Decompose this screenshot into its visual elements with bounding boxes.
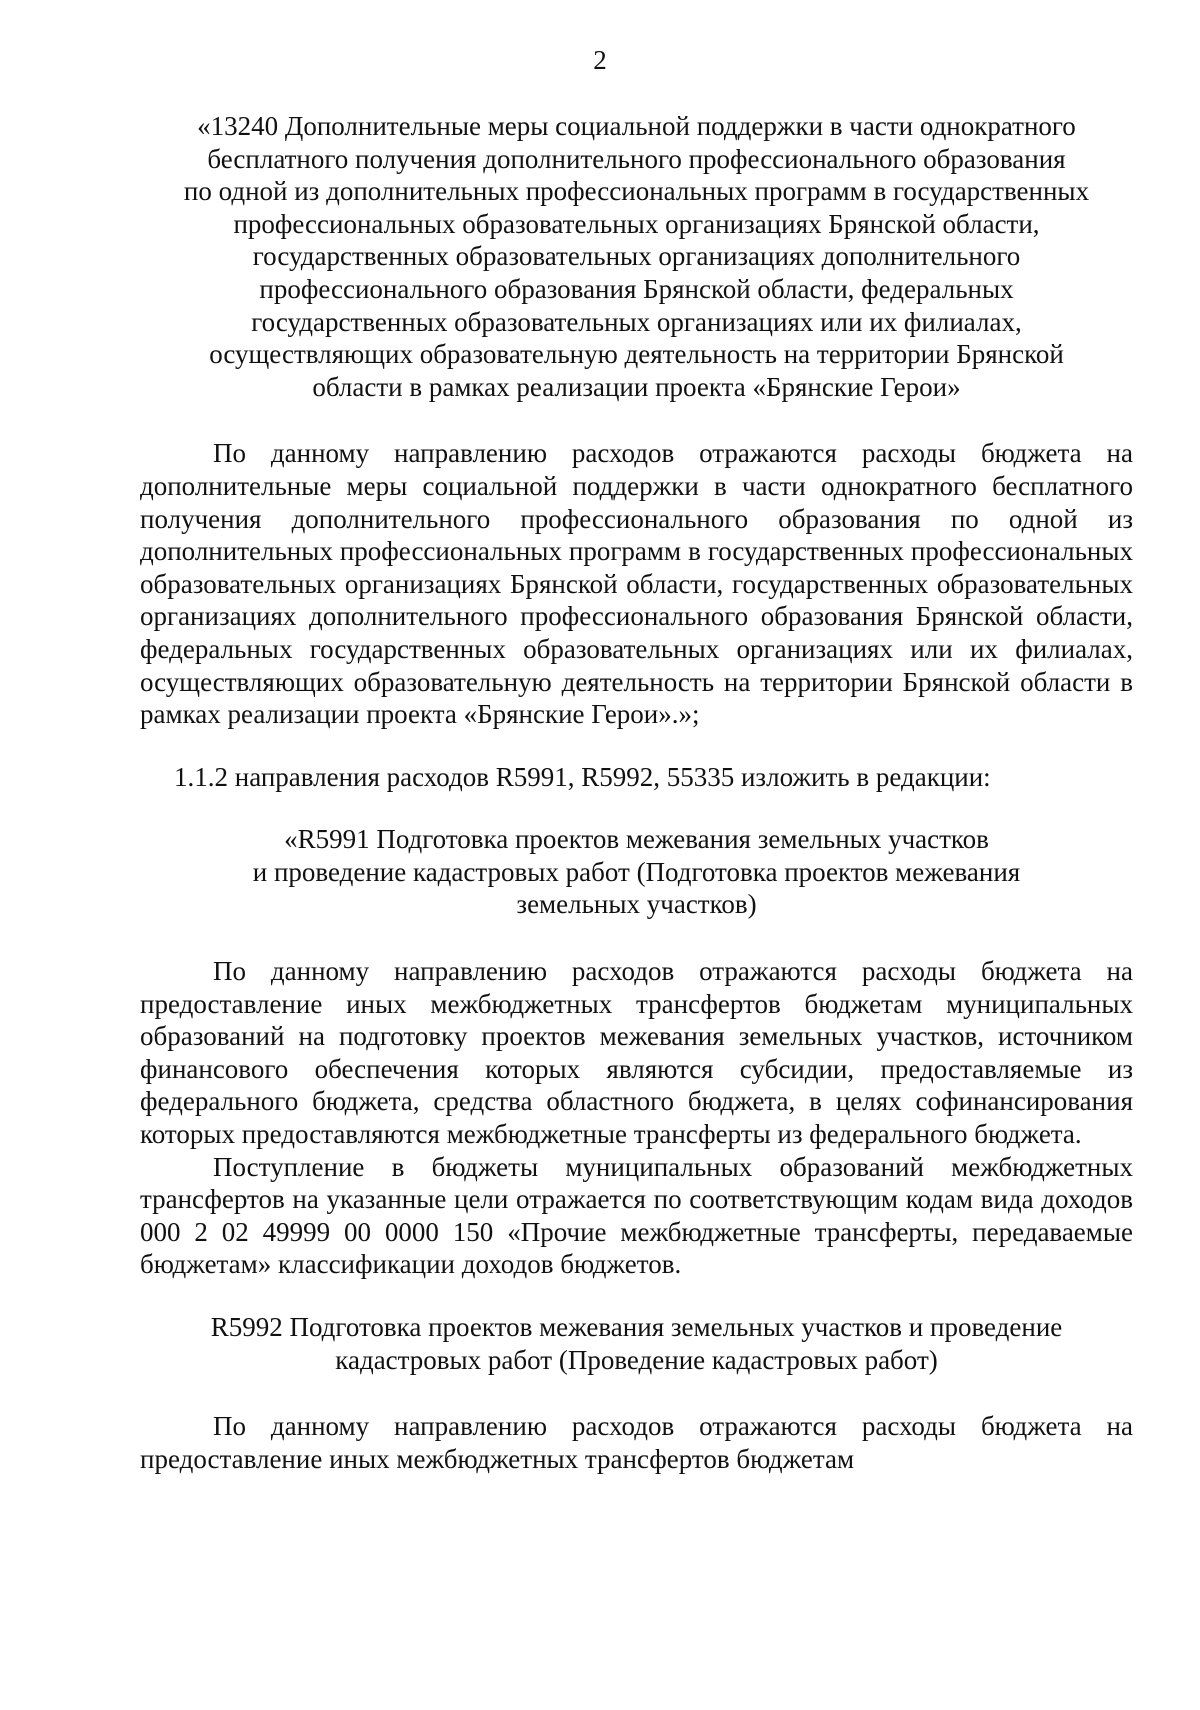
item-1-1-2: 1.1.2 направления расходов R5991, R5992, 55335 изложить в редакции: <box>174 761 991 792</box>
heading-line: профессиональных образовательных организациях Брянской области, <box>233 208 1040 239</box>
heading-line: кадастровых работ (Проведение кадастровых работ) <box>335 1344 938 1375</box>
heading-r5991 <box>140 823 1133 921</box>
heading-line: «R5991 Подготовка проектов межевания земельных участков <box>284 824 989 855</box>
paragraph-13240: По данному направлению расходов отражаются расходы бюджета на дополнительные меры социальной поддержки в части однократного бесплатного получения дополнительного профессионального образования по одной из дополнительных профессиональных программ в государственных профессиональных образовательных организациях Брянской области, государственных образовательных организациях дополнительного профессионального образования Брянской области, федеральных государственных образовательных организациях или их филиалах, осуществляющих образовательную деятельность на территории Брянской области в рамках реализации проекта «Брянские Герои».»; <box>140 438 1133 730</box>
heading-line: государственных образовательных организациях или их филиалах, <box>251 306 1022 337</box>
paragraph-r5991-1: По данному направлению расходов отражаются расходы бюджета на предоставление иных межбюджетных трансфертов бюджетам муниципальных образований на подготовку проектов межевания земельных участков, источником финансового обеспечения которых являются субсидии, предоставляемые из федерального бюджета, средства областного бюджета, в целях софинансирования которых предоставляются межбюджетные трансферты из федерального бюджета. <box>140 956 1133 1150</box>
heading-13240 <box>140 110 1133 403</box>
heading-line: осуществляющих образовательную деятельность на территории Брянской <box>209 339 1064 370</box>
heading-line: и проведение кадастровых работ (Подготовка проектов межевания <box>252 856 1021 887</box>
heading-line: земельных участков) <box>516 889 757 920</box>
paragraph-r5992: По данному направлению расходов отражаются расходы бюджета на предоставление иных межбюджетных трансфертов бюджетам <box>140 1411 1133 1474</box>
heading-line: государственных образовательных организациях дополнительного <box>252 241 1021 272</box>
document-body <box>140 110 1133 1475</box>
heading-line: R5992 Подготовка проектов межевания земельных участков и проведение <box>210 1312 1063 1342</box>
page-number: 2 <box>593 45 607 75</box>
heading-line: профессионального образования Брянской области, федеральных <box>259 273 1014 304</box>
heading-line: области в рамках реализации проекта «Брянские Герои» <box>312 371 961 402</box>
heading-line: «13240 Дополнительные меры социальной поддержки в части однократного <box>197 111 1076 141</box>
heading-r5992 <box>140 1311 1133 1376</box>
heading-line: бесплатного получения дополнительного профессионального образования <box>207 143 1066 174</box>
heading-line: по одной из дополнительных профессиональных программ в государственных <box>183 176 1090 207</box>
paragraph-r5991-2: Поступление в бюджеты муниципальных образований межбюджетных трансфертов на указанные цели отражается по соответствующим кодам вида доходов 000 2 02 49999 00 0000 150 «Прочие межбюджетные трансферты, передаваемые бюджетам» классификации доходов бюджетов. <box>140 1151 1133 1280</box>
